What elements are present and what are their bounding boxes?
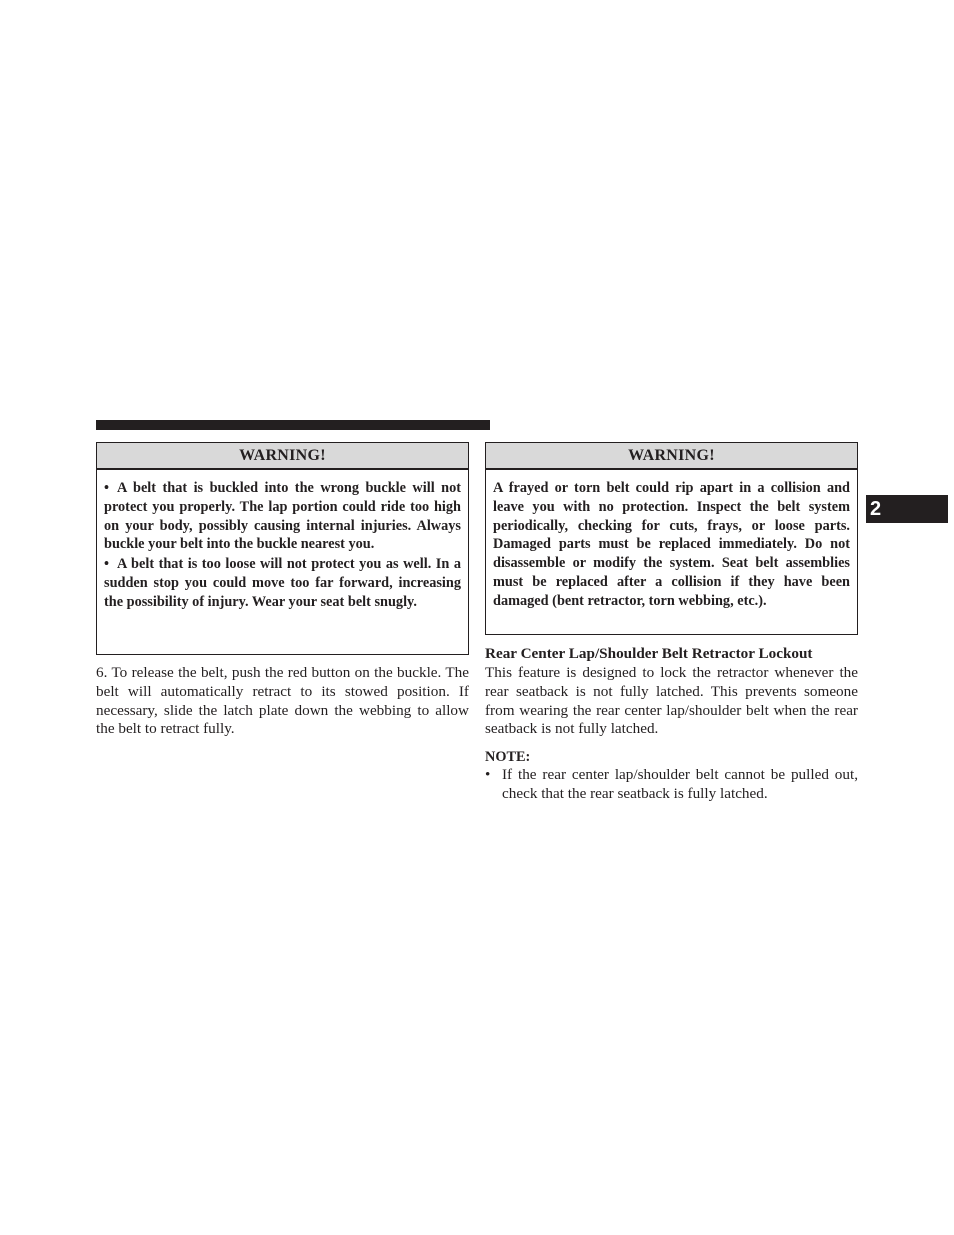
warning-item xyxy=(104,555,461,611)
note-label: NOTE: xyxy=(485,749,531,765)
section-body: This feature is designed to lock the retractor whenever the rear seatback is not fully latched. This prevents someone from wearing the rear center lap/shoulder belt when the rear seatback is not fully latched. xyxy=(485,664,858,738)
warning-title: WARNING! xyxy=(97,443,468,470)
warning-body xyxy=(486,470,857,611)
chapter-tab: 2 xyxy=(866,495,948,523)
warning-item-text: A belt that is buckled into the wrong buckle will not protect you properly. The lap portion could ride too high on your body, possibly causing internal injuries. Always buckle your belt into the buckle nearest you. xyxy=(104,480,461,553)
warning-title: WARNING! xyxy=(486,443,857,470)
bullet-icon: • xyxy=(485,766,491,783)
note-item-text: If the rear center lap/shoulder belt cannot be pulled out, check that the rear seatback is fully latched. xyxy=(502,766,858,802)
section-top-rule xyxy=(96,420,490,430)
section-heading: Rear Center Lap/Shoulder Belt Retractor Lockout xyxy=(485,645,813,662)
note-list-item xyxy=(485,766,858,804)
warning-item-text: A belt that is too loose will not protect you as well. In a sudden stop you could move too far forward, increasing the possibility of injury. Wear your seat belt snugly. xyxy=(104,556,461,610)
warning-text: A frayed or torn belt could rip apart in a collision and leave you with no protection. Inspect the belt system periodically, checking for cuts, frays, or loose parts. Damaged parts must be replaced immediately. Do not disassemble or modify the system. Seat belt assemblies must be replaced after a collision if they have been damaged (bent retractor, torn webbing, etc.). xyxy=(493,480,850,609)
warning-item xyxy=(104,479,461,554)
warning-box-frayed-belt xyxy=(485,442,858,635)
step-6-paragraph: 6. To release the belt, push the red button on the buckle. The belt will automatically retract to its stowed position. If necessary, slide the latch plate down the webbing to allow the belt to retract fully. xyxy=(96,664,469,738)
warning-body xyxy=(97,470,468,612)
bullet-icon: • xyxy=(104,556,110,573)
warning-box-buckle xyxy=(96,442,469,655)
bullet-icon: • xyxy=(104,480,110,496)
